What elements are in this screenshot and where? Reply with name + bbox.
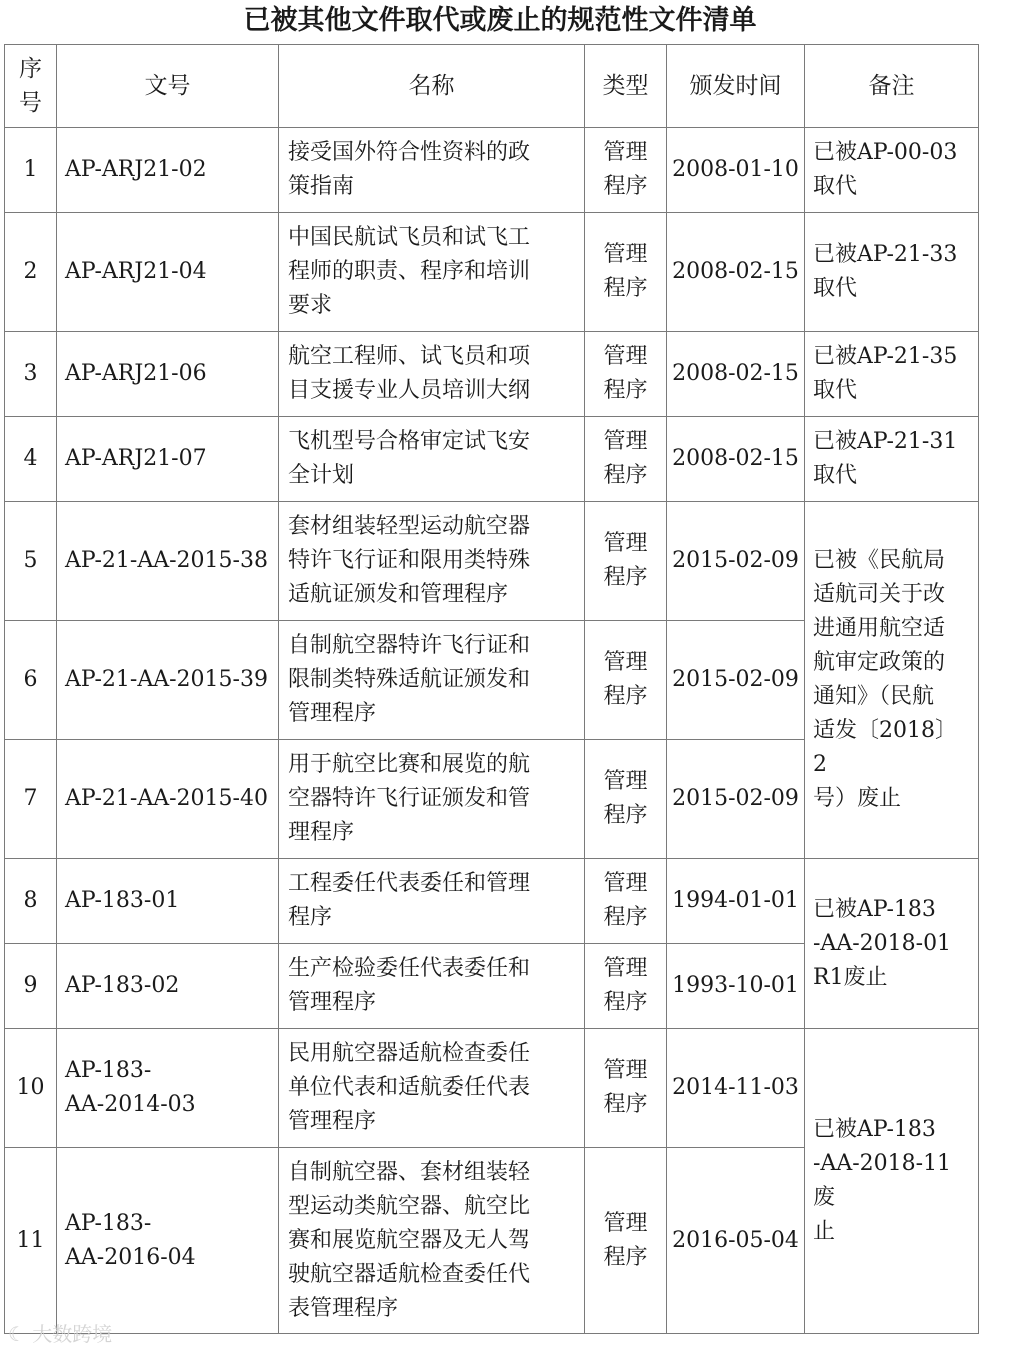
table-header-row [5,45,979,128]
cell-note-merged: 已被AP-183 -AA-2018-01 R1废止 [805,859,979,1029]
cell-type: 管理 程序 [585,944,667,1029]
cell-doc-no: AP-183- AA-2014-03 [57,1029,279,1148]
cell-name: 用于航空比赛和展览的航 空器特许飞行证颁发和管 理程序 [279,740,585,859]
cell-seq: 7 [5,740,57,859]
table-row [5,502,979,621]
cell-date: 2015-02-09 [667,502,805,621]
cell-name: 生产检验委任代表委任和 管理程序 [279,944,585,1029]
cell-doc-no: AP-21-AA-2015-38 [57,502,279,621]
cell-type: 管理 程序 [585,1029,667,1148]
table-row [5,859,979,944]
table-row [5,213,979,332]
cell-type: 管理 程序 [585,128,667,213]
cell-doc-no: AP-183-02 [57,944,279,1029]
header-type: 类型 [585,45,667,128]
cell-name: 工程委任代表委任和管理 程序 [279,859,585,944]
header-seq: 序 号 [5,45,57,128]
header-doc-no: 文号 [57,45,279,128]
cell-date: 2016-05-04 [667,1148,805,1334]
header-note: 备注 [805,45,979,128]
cell-seq: 8 [5,859,57,944]
cell-name: 接受国外符合性资料的政 策指南 [279,128,585,213]
cell-date: 2014-11-03 [667,1029,805,1148]
cell-name: 中国民航试飞员和试飞工 程师的职责、程序和培训 要求 [279,213,585,332]
cell-type: 管理 程序 [585,740,667,859]
cell-note-merged: 已被《民航局 适航司关于改 进通用航空适 航审定政策的 通知》（民航 适发〔2018〕2 号）废止 [805,502,979,859]
cell-date: 2008-02-15 [667,417,805,502]
cell-type: 管理 程序 [585,859,667,944]
cell-type: 管理 程序 [585,332,667,417]
cell-doc-no: AP-183-01 [57,859,279,944]
document-table [4,44,979,1334]
table-row [5,1029,979,1148]
cell-name: 飞机型号合格审定试飞安 全计划 [279,417,585,502]
header-date: 颁发时间 [667,45,805,128]
cell-doc-no: AP-ARJ21-02 [57,128,279,213]
cell-doc-no: AP-21-AA-2015-39 [57,621,279,740]
cell-note: 已被AP-21-31 取代 [805,417,979,502]
cell-name: 自制航空器、套材组装轻 型运动类航空器、航空比 赛和展览航空器及无人驾 驶航空器适航检查委任代 表管理程序 [279,1148,585,1334]
cell-name: 自制航空器特许飞行证和 限制类特殊适航证颁发和 管理程序 [279,621,585,740]
cell-type: 管理 程序 [585,417,667,502]
cell-date: 2008-01-10 [667,128,805,213]
cell-note: 已被AP-00-03 取代 [805,128,979,213]
cell-type: 管理 程序 [585,502,667,621]
cell-date: 1994-01-01 [667,859,805,944]
cell-type: 管理 程序 [585,1148,667,1334]
cell-doc-no: AP-ARJ21-06 [57,332,279,417]
cell-name: 航空工程师、试飞员和项 目支援专业人员培训大纲 [279,332,585,417]
header-name: 名称 [279,45,585,128]
cell-date: 2015-02-09 [667,621,805,740]
page-title: 已被其他文件取代或废止的规范性文件清单 [243,5,757,36]
cell-seq: 1 [5,128,57,213]
watermark [8,1318,112,1347]
cell-doc-no: AP-ARJ21-04 [57,213,279,332]
cell-seq: 10 [5,1029,57,1148]
cell-note: 已被AP-21-33 取代 [805,213,979,332]
cell-seq: 9 [5,944,57,1029]
table-row [5,128,979,213]
cell-type: 管理 程序 [585,621,667,740]
cell-date: 2015-02-09 [667,740,805,859]
cell-type: 管理 程序 [585,213,667,332]
cell-seq: 5 [5,502,57,621]
cell-doc-no: AP-21-AA-2015-40 [57,740,279,859]
cell-seq: 4 [5,417,57,502]
table-row [5,332,979,417]
cell-seq: 6 [5,621,57,740]
watermark-text: 大数跨境 [32,1322,113,1346]
cell-seq: 11 [5,1148,57,1334]
table-row [5,417,979,502]
cell-seq: 3 [5,332,57,417]
cell-doc-no: AP-183- AA-2016-04 [57,1148,279,1334]
cell-seq: 2 [5,213,57,332]
cell-note: 已被AP-21-35 取代 [805,332,979,417]
cell-date: 1993-10-01 [667,944,805,1029]
cell-date: 2008-02-15 [667,213,805,332]
watermark-logo-icon: ☾ [8,1322,33,1346]
cell-name: 套材组装轻型运动航空器 特许飞行证和限用类特殊 适航证颁发和管理程序 [279,502,585,621]
cell-doc-no: AP-ARJ21-07 [57,417,279,502]
cell-date: 2008-02-15 [667,332,805,417]
cell-note-merged: 已被AP-183 -AA-2018-11废 止 [805,1029,979,1334]
cell-name: 民用航空器适航检查委任 单位代表和适航委任代表 管理程序 [279,1029,585,1148]
